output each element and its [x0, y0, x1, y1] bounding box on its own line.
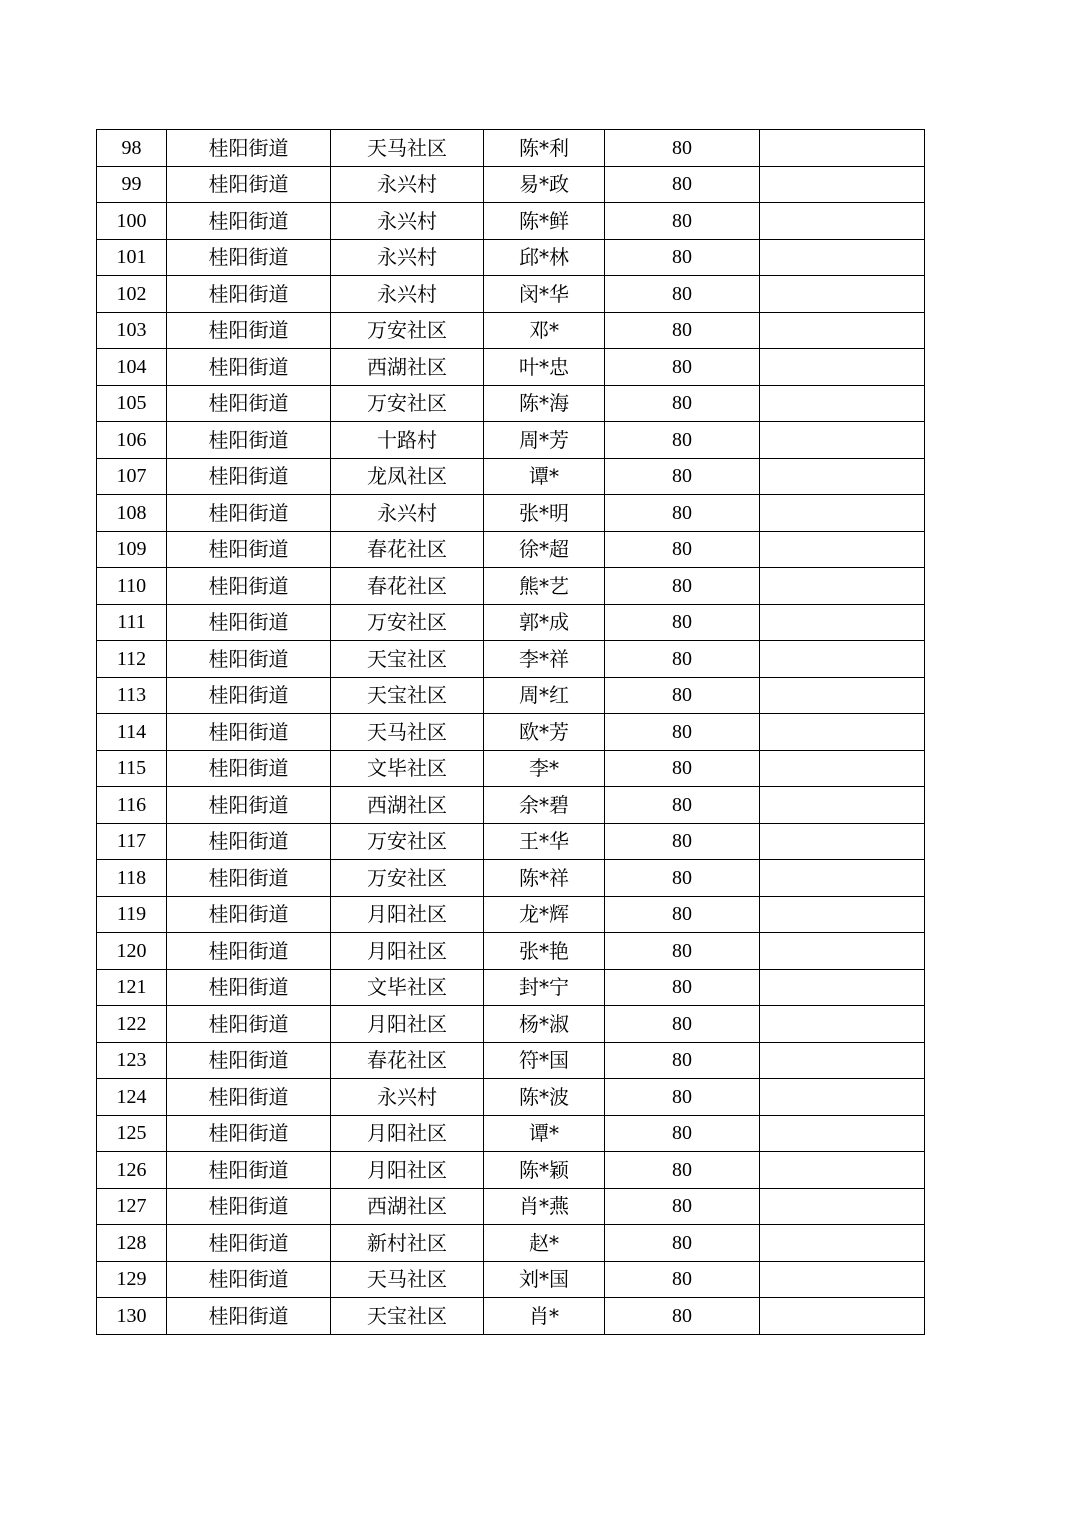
cell-name: 谭*	[484, 458, 605, 495]
cell-community: 龙凤社区	[331, 458, 484, 495]
table-row	[97, 239, 925, 276]
table-row	[97, 1115, 925, 1152]
cell-name: 谭*	[484, 1115, 605, 1152]
cell-number: 117	[97, 823, 167, 860]
table-row	[97, 641, 925, 678]
cell-community: 月阳社区	[331, 1152, 484, 1189]
cell-note	[760, 1115, 925, 1152]
cell-street: 桂阳街道	[167, 130, 331, 167]
table-row	[97, 166, 925, 203]
cell-note	[760, 1188, 925, 1225]
cell-number: 105	[97, 385, 167, 422]
cell-number: 100	[97, 203, 167, 240]
cell-number: 108	[97, 495, 167, 532]
cell-name: 余*碧	[484, 787, 605, 824]
cell-note	[760, 969, 925, 1006]
cell-number: 124	[97, 1079, 167, 1116]
cell-name: 徐*超	[484, 531, 605, 568]
cell-number: 101	[97, 239, 167, 276]
cell-number: 106	[97, 422, 167, 459]
cell-note	[760, 568, 925, 605]
cell-amount: 80	[605, 1261, 760, 1298]
cell-note	[760, 276, 925, 313]
cell-amount: 80	[605, 1298, 760, 1335]
cell-street: 桂阳街道	[167, 1079, 331, 1116]
cell-note	[760, 349, 925, 386]
cell-community: 文毕社区	[331, 969, 484, 1006]
cell-community: 天宝社区	[331, 641, 484, 678]
table-row	[97, 385, 925, 422]
cell-name: 郭*成	[484, 604, 605, 641]
cell-community: 永兴村	[331, 495, 484, 532]
cell-number: 126	[97, 1152, 167, 1189]
cell-number: 109	[97, 531, 167, 568]
cell-number: 113	[97, 677, 167, 714]
cell-street: 桂阳街道	[167, 495, 331, 532]
cell-number: 128	[97, 1225, 167, 1262]
cell-street: 桂阳街道	[167, 422, 331, 459]
table-row	[97, 458, 925, 495]
cell-name: 邱*林	[484, 239, 605, 276]
cell-community: 月阳社区	[331, 1115, 484, 1152]
cell-name: 赵*	[484, 1225, 605, 1262]
cell-note	[760, 203, 925, 240]
cell-name: 杨*淑	[484, 1006, 605, 1043]
cell-amount: 80	[605, 1115, 760, 1152]
cell-community: 万安社区	[331, 823, 484, 860]
table-row	[97, 1261, 925, 1298]
cell-number: 122	[97, 1006, 167, 1043]
table-row	[97, 860, 925, 897]
cell-amount: 80	[605, 677, 760, 714]
cell-street: 桂阳街道	[167, 458, 331, 495]
table-row	[97, 1042, 925, 1079]
cell-amount: 80	[605, 385, 760, 422]
cell-note	[760, 385, 925, 422]
cell-street: 桂阳街道	[167, 750, 331, 787]
cell-community: 天宝社区	[331, 677, 484, 714]
cell-number: 120	[97, 933, 167, 970]
cell-note	[760, 312, 925, 349]
cell-amount: 80	[605, 1006, 760, 1043]
cell-community: 万安社区	[331, 604, 484, 641]
cell-community: 十路村	[331, 422, 484, 459]
cell-amount: 80	[605, 823, 760, 860]
table-row	[97, 531, 925, 568]
cell-street: 桂阳街道	[167, 166, 331, 203]
cell-name: 肖*燕	[484, 1188, 605, 1225]
cell-note	[760, 933, 925, 970]
table-row	[97, 714, 925, 751]
cell-amount: 80	[605, 495, 760, 532]
cell-note	[760, 166, 925, 203]
cell-number: 130	[97, 1298, 167, 1335]
cell-amount: 80	[605, 1079, 760, 1116]
cell-amount: 80	[605, 312, 760, 349]
cell-street: 桂阳街道	[167, 349, 331, 386]
cell-name: 陈*祥	[484, 860, 605, 897]
cell-number: 118	[97, 860, 167, 897]
cell-name: 熊*艺	[484, 568, 605, 605]
cell-street: 桂阳街道	[167, 1006, 331, 1043]
table-row	[97, 349, 925, 386]
cell-amount: 80	[605, 1225, 760, 1262]
table-row	[97, 1188, 925, 1225]
cell-name: 符*国	[484, 1042, 605, 1079]
table-row	[97, 312, 925, 349]
cell-note	[760, 860, 925, 897]
table-row	[97, 787, 925, 824]
cell-community: 月阳社区	[331, 933, 484, 970]
cell-street: 桂阳街道	[167, 823, 331, 860]
cell-number: 119	[97, 896, 167, 933]
cell-amount: 80	[605, 422, 760, 459]
cell-community: 天宝社区	[331, 1298, 484, 1335]
table-row	[97, 276, 925, 313]
cell-street: 桂阳街道	[167, 1188, 331, 1225]
cell-name: 周*红	[484, 677, 605, 714]
cell-note	[760, 677, 925, 714]
cell-name: 李*祥	[484, 641, 605, 678]
cell-community: 永兴村	[331, 1079, 484, 1116]
cell-amount: 80	[605, 239, 760, 276]
cell-community: 文毕社区	[331, 750, 484, 787]
table-row	[97, 677, 925, 714]
cell-note	[760, 641, 925, 678]
cell-community: 天马社区	[331, 714, 484, 751]
cell-note	[760, 823, 925, 860]
cell-note	[760, 1298, 925, 1335]
table-row	[97, 750, 925, 787]
cell-note	[760, 239, 925, 276]
cell-note	[760, 1042, 925, 1079]
cell-note	[760, 1261, 925, 1298]
cell-number: 115	[97, 750, 167, 787]
cell-amount: 80	[605, 1042, 760, 1079]
cell-community: 永兴村	[331, 239, 484, 276]
cell-name: 周*芳	[484, 422, 605, 459]
cell-name: 陈*波	[484, 1079, 605, 1116]
cell-number: 107	[97, 458, 167, 495]
cell-street: 桂阳街道	[167, 1152, 331, 1189]
cell-number: 112	[97, 641, 167, 678]
cell-amount: 80	[605, 787, 760, 824]
cell-community: 西湖社区	[331, 787, 484, 824]
cell-number: 116	[97, 787, 167, 824]
cell-street: 桂阳街道	[167, 896, 331, 933]
cell-note	[760, 422, 925, 459]
cell-note	[760, 604, 925, 641]
cell-amount: 80	[605, 276, 760, 313]
cell-amount: 80	[605, 750, 760, 787]
cell-street: 桂阳街道	[167, 1042, 331, 1079]
cell-note	[760, 458, 925, 495]
cell-note	[760, 787, 925, 824]
cell-note	[760, 495, 925, 532]
cell-name: 陈*颖	[484, 1152, 605, 1189]
table-row	[97, 130, 925, 167]
cell-amount: 80	[605, 714, 760, 751]
cell-amount: 80	[605, 458, 760, 495]
table-row	[97, 1079, 925, 1116]
cell-amount: 80	[605, 1152, 760, 1189]
data-table	[96, 129, 925, 1335]
cell-number: 111	[97, 604, 167, 641]
cell-street: 桂阳街道	[167, 1298, 331, 1335]
cell-street: 桂阳街道	[167, 385, 331, 422]
cell-number: 104	[97, 349, 167, 386]
cell-community: 春花社区	[331, 1042, 484, 1079]
cell-number: 114	[97, 714, 167, 751]
cell-community: 万安社区	[331, 860, 484, 897]
table-row	[97, 823, 925, 860]
cell-note	[760, 1079, 925, 1116]
cell-name: 陈*利	[484, 130, 605, 167]
cell-name: 张*明	[484, 495, 605, 532]
cell-amount: 80	[605, 166, 760, 203]
cell-name: 陈*海	[484, 385, 605, 422]
cell-name: 陈*鲜	[484, 203, 605, 240]
cell-street: 桂阳街道	[167, 1225, 331, 1262]
cell-number: 103	[97, 312, 167, 349]
cell-amount: 80	[605, 896, 760, 933]
cell-note	[760, 750, 925, 787]
cell-name: 邓*	[484, 312, 605, 349]
cell-community: 月阳社区	[331, 1006, 484, 1043]
table-row	[97, 1006, 925, 1043]
table-row	[97, 1225, 925, 1262]
cell-street: 桂阳街道	[167, 203, 331, 240]
cell-amount: 80	[605, 349, 760, 386]
cell-number: 123	[97, 1042, 167, 1079]
cell-name: 刘*国	[484, 1261, 605, 1298]
cell-community: 万安社区	[331, 312, 484, 349]
cell-street: 桂阳街道	[167, 933, 331, 970]
cell-note	[760, 1225, 925, 1262]
cell-name: 叶*忠	[484, 349, 605, 386]
cell-community: 永兴村	[331, 276, 484, 313]
cell-amount: 80	[605, 203, 760, 240]
table-row	[97, 969, 925, 1006]
cell-name: 欧*芳	[484, 714, 605, 751]
cell-street: 桂阳街道	[167, 787, 331, 824]
cell-name: 龙*辉	[484, 896, 605, 933]
cell-number: 129	[97, 1261, 167, 1298]
cell-street: 桂阳街道	[167, 1261, 331, 1298]
cell-number: 125	[97, 1115, 167, 1152]
cell-street: 桂阳街道	[167, 604, 331, 641]
cell-street: 桂阳街道	[167, 239, 331, 276]
cell-community: 天马社区	[331, 1261, 484, 1298]
cell-amount: 80	[605, 568, 760, 605]
cell-street: 桂阳街道	[167, 677, 331, 714]
cell-number: 102	[97, 276, 167, 313]
cell-amount: 80	[605, 531, 760, 568]
cell-street: 桂阳街道	[167, 860, 331, 897]
cell-street: 桂阳街道	[167, 312, 331, 349]
table-row	[97, 604, 925, 641]
cell-community: 月阳社区	[331, 896, 484, 933]
table-row	[97, 1152, 925, 1189]
cell-name: 肖*	[484, 1298, 605, 1335]
cell-note	[760, 896, 925, 933]
cell-community: 西湖社区	[331, 349, 484, 386]
cell-note	[760, 531, 925, 568]
table-row	[97, 896, 925, 933]
cell-note	[760, 1006, 925, 1043]
cell-note	[760, 1152, 925, 1189]
cell-number: 127	[97, 1188, 167, 1225]
cell-street: 桂阳街道	[167, 568, 331, 605]
cell-street: 桂阳街道	[167, 641, 331, 678]
cell-name: 易*政	[484, 166, 605, 203]
table-row	[97, 933, 925, 970]
cell-street: 桂阳街道	[167, 1115, 331, 1152]
cell-note	[760, 130, 925, 167]
cell-street: 桂阳街道	[167, 714, 331, 751]
cell-number: 99	[97, 166, 167, 203]
cell-amount: 80	[605, 641, 760, 678]
table-row	[97, 1298, 925, 1335]
cell-name: 王*华	[484, 823, 605, 860]
cell-street: 桂阳街道	[167, 531, 331, 568]
cell-number: 121	[97, 969, 167, 1006]
cell-community: 永兴村	[331, 166, 484, 203]
table-body	[97, 130, 925, 1335]
cell-amount: 80	[605, 604, 760, 641]
cell-note	[760, 714, 925, 751]
cell-street: 桂阳街道	[167, 276, 331, 313]
table-row	[97, 495, 925, 532]
cell-amount: 80	[605, 1188, 760, 1225]
cell-name: 张*艳	[484, 933, 605, 970]
table-row	[97, 203, 925, 240]
cell-amount: 80	[605, 130, 760, 167]
cell-name: 封*宁	[484, 969, 605, 1006]
cell-number: 98	[97, 130, 167, 167]
cell-community: 春花社区	[331, 531, 484, 568]
cell-street: 桂阳街道	[167, 969, 331, 1006]
cell-community: 万安社区	[331, 385, 484, 422]
cell-name: 闵*华	[484, 276, 605, 313]
cell-name: 李*	[484, 750, 605, 787]
cell-community: 天马社区	[331, 130, 484, 167]
cell-community: 新村社区	[331, 1225, 484, 1262]
cell-community: 春花社区	[331, 568, 484, 605]
cell-community: 永兴村	[331, 203, 484, 240]
cell-amount: 80	[605, 933, 760, 970]
cell-community: 西湖社区	[331, 1188, 484, 1225]
cell-number: 110	[97, 568, 167, 605]
cell-amount: 80	[605, 969, 760, 1006]
table-row	[97, 568, 925, 605]
cell-amount: 80	[605, 860, 760, 897]
table-row	[97, 422, 925, 459]
